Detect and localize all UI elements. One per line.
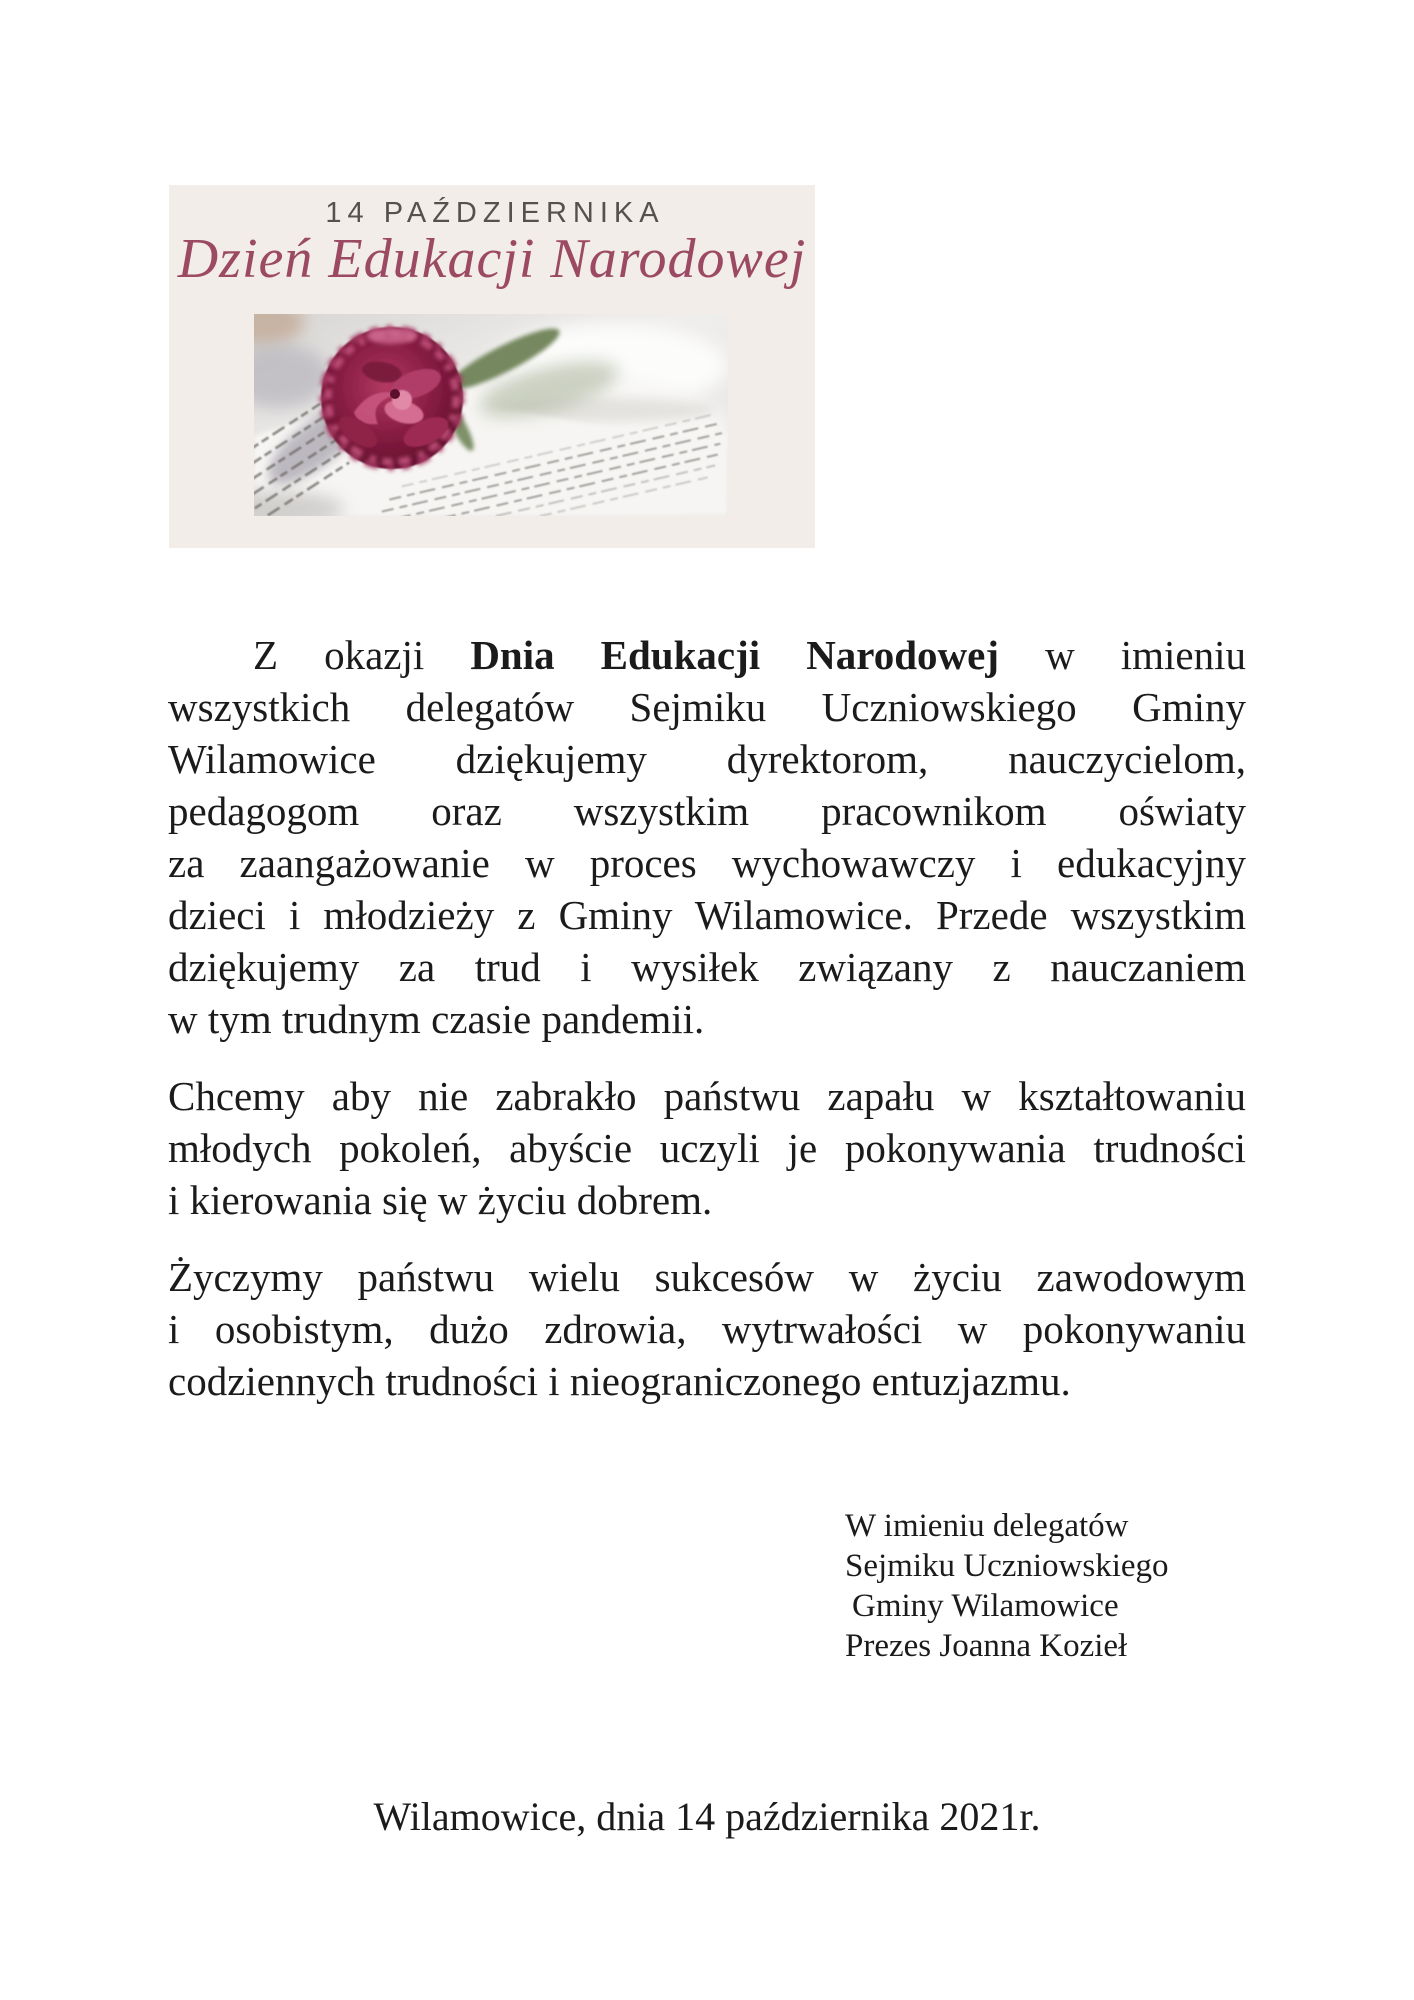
body-line: za zaangażowanie w proces wychowawczy i edukacyjny [168,840,1246,886]
paragraph-1 [168,629,1246,1045]
body-line: dzieci i młodzieży z Gminy Wilamowice. Przede wszystkim [168,892,1246,938]
body-line: pedagogom oraz wszystkim pracownikom oświaty [168,788,1246,834]
body-line: Chcemy aby nie zabrakło państwu zapału w kształtowaniu [168,1073,1246,1119]
body-line: dziękujemy za trud i wysiłek związany z nauczaniem [168,944,1246,990]
signature-line: Prezes Joanna Kozieł [845,1628,1128,1664]
letter-body [168,629,1246,1432]
body-line: w tym trudnym czasie pandemii. [168,996,705,1042]
place-date-line: Wilamowice, dnia 14 października 2021r. [373,1794,1041,1839]
paragraph-3 [168,1251,1246,1407]
body-line: wszystkich delegatów Sejmiku Uczniowskiego Gminy [168,684,1246,730]
paragraph-2 [168,1070,1246,1226]
body-line: i osobistym, dużo zdrowia, wytrwałości w pokonywaniu [168,1306,1246,1352]
body-line: Życzymy państwu wielu sukcesów w życiu zawodowym [168,1254,1246,1300]
signature-line: W imieniu delegatów [845,1508,1129,1544]
signature-line: Sejmiku Uczniowskiego [845,1548,1169,1584]
body-line: młodych pokoleń, abyście uczyli je pokonywania trudności [168,1125,1246,1171]
banner-photo-carnation-on-book [254,314,728,516]
body-line: codziennych trudności i nieograniczonego entuzjazmu. [168,1358,1071,1404]
banner-date-label: 14 PAŹDZIERNIKA [325,197,665,229]
carnation-flower [321,327,463,469]
line-text: Z okazji [253,632,471,678]
signature-line: Gminy Wilamowice [852,1588,1119,1624]
body-line: i kierowania się w życiu dobrem. [168,1177,713,1223]
body-line [168,629,1246,681]
signature-block [845,1506,1169,1666]
header-banner [169,185,815,548]
line-text: w imieniu [999,632,1246,678]
bold-phrase: Dnia Edukacji Narodowej [470,632,1000,678]
body-line: Wilamowice dziękujemy dyrektorom, nauczycielom, [168,736,1246,782]
banner-title-script: Dzień Edukacji Narodowej [177,228,807,291]
carnation-book-illustration [254,314,728,516]
